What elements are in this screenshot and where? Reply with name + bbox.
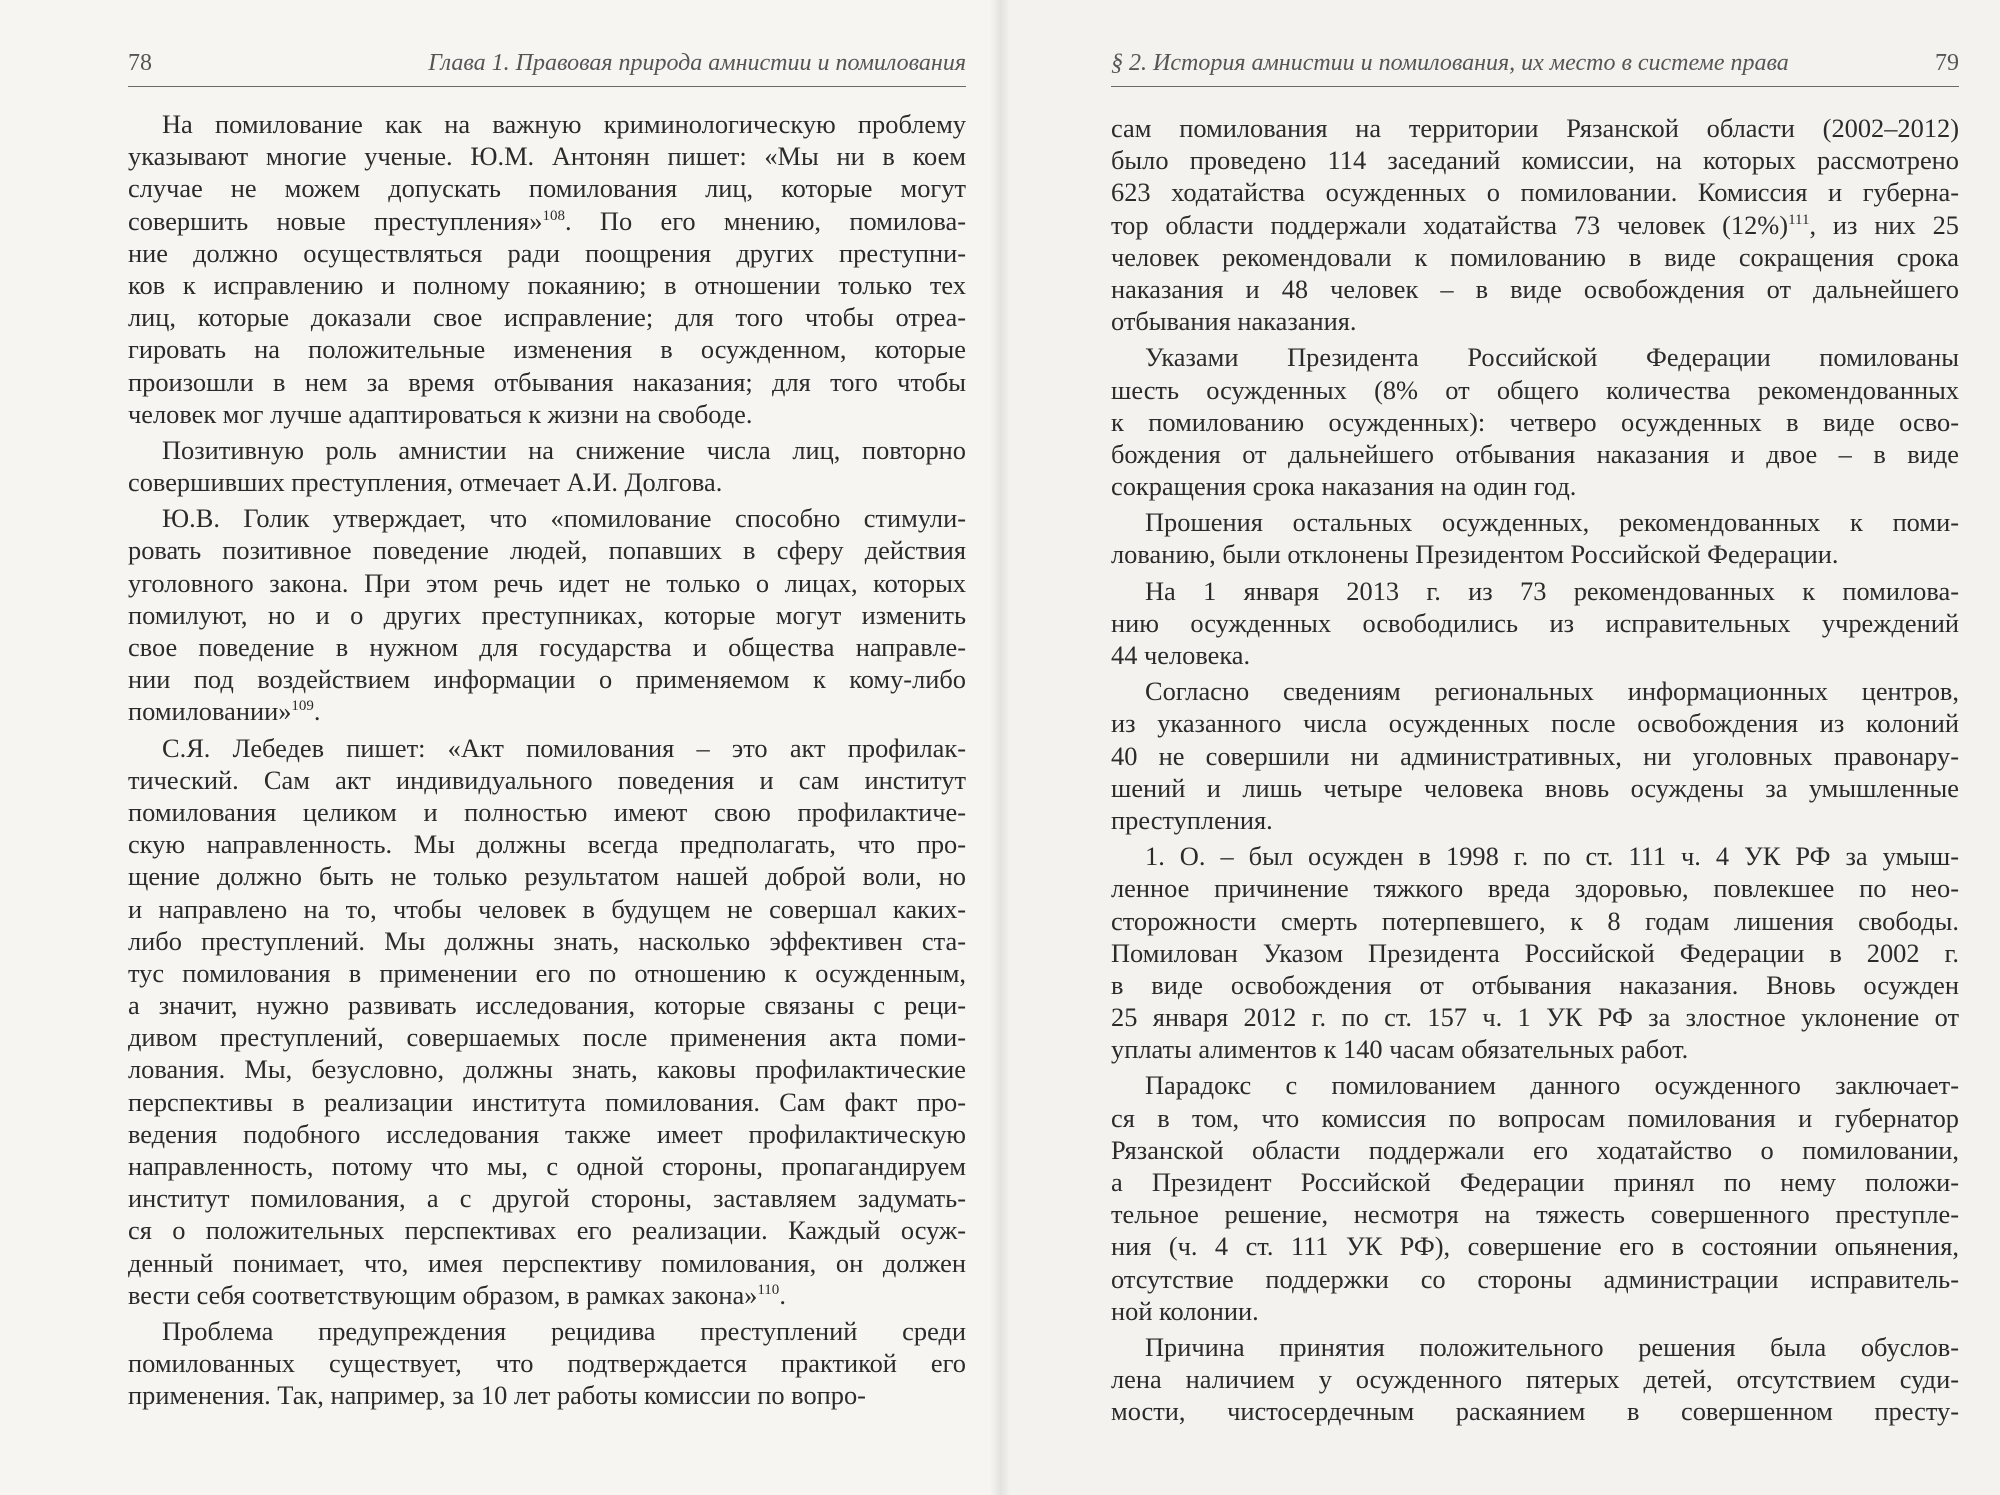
right-page-body: [1111, 112, 1959, 1428]
text-line: человек мог лучше адаптироваться к жизни на свободе.: [128, 398, 753, 429]
text-line: Рязанской области поддержали его ходатайство о помиловании,: [1111, 1134, 1959, 1165]
text-line: сам помилования на территории Рязанской области (2002–2012): [1111, 113, 1959, 143]
text-line: ведения подобного исследования также имеет профилактическую: [128, 1118, 966, 1149]
text-line: лена наличием у осужденного пятерых детей, отсутствием суди-: [1111, 1364, 1959, 1395]
text-line: а Президент Российской Федерации принял по нему положи-: [1111, 1167, 1959, 1197]
text-line: Позитивную роль амнистии на снижение числа лиц, повторно: [162, 434, 966, 465]
text-line: Ю.В. Голик утверждает, что «помилование способно стимули-: [162, 503, 966, 534]
footnote-ref: 108: [542, 207, 565, 224]
text-line: Парадокс с помилованием данного осужденного заключает-: [1145, 1070, 1959, 1101]
text-line: либо преступлений. Мы должны знать, насколько эффективен ста-: [128, 925, 966, 956]
text-line: На помилование как на важную криминологическую проблему: [162, 109, 966, 139]
text-line: сторожности смерть потерпевшего, к 8 годам лишения свободы.: [1111, 905, 1959, 936]
paragraph: [128, 732, 966, 1311]
line-text: , из них 25: [1809, 209, 1959, 240]
paragraph: [1111, 1069, 1959, 1327]
text-line: тический. Сам акт индивидуального поведения и сам институт: [128, 764, 966, 795]
text-line: нии под воздействием информации о применяемом к кому-либо: [128, 664, 966, 695]
text-line: [128, 695, 966, 727]
text-line: в виде освобождения от отбывания наказания. Вновь осужден: [1111, 969, 1959, 1000]
text-line: [128, 205, 966, 237]
paragraph: [1111, 341, 1959, 502]
text-line: наказания и 48 человек – в виде освобождения от дальнейшего: [1111, 273, 1959, 304]
text-line: С.Я. Лебедев пишет: «Акт помилования – это акт профилак-: [162, 732, 966, 763]
text-line: ние должно осуществляться ради поощрения других преступни-: [128, 237, 966, 268]
text-line: [1111, 209, 1959, 241]
line-text: вести себя соответствующим образом, в рамках закона»: [128, 1279, 758, 1310]
text-line: помилуют, но и о других преступниках, которые могут изменить: [128, 599, 966, 630]
text-line: 40 не совершили ни административных, ни уголовных правонару-: [1111, 740, 1959, 771]
text-line: шений и лишь четыре человека вновь осуждены за умышленные: [1111, 772, 1959, 803]
page-number: 79: [1935, 50, 1959, 76]
text-line: ния (ч. 4 ст. 111 УК РФ), совершение его в состоянии опьянения,: [1111, 1231, 1959, 1262]
text-line: ленное причинение тяжкого вреда здоровью, повлекшее по нео-: [1111, 873, 1959, 904]
book-gutter: [990, 0, 1010, 1495]
left-page-body: [128, 108, 966, 1412]
text-line: уголовного закона. При этом речь идет не только о лицах, которых: [128, 567, 966, 598]
paragraph: [128, 502, 966, 727]
text-line: лования. Мы, безусловно, должны знать, каковы профилактические: [128, 1054, 966, 1085]
text-line: бождения от дальнейшего отбывания наказания и двое – в виде: [1111, 438, 1959, 469]
text-line: институт помилования, а с другой стороны, заставляем задумать-: [128, 1183, 966, 1214]
paragraph: [128, 1315, 966, 1412]
text-line: шесть осужденных (8% от общего количества рекомендованных: [1111, 374, 1959, 405]
running-head: § 2. История амнистии и помилования, их место в системе права: [1111, 50, 1789, 76]
text-line: Проблема предупреждения рецидива преступлений среди: [162, 1315, 966, 1346]
paragraph: [128, 108, 966, 430]
text-line: перспективы в реализации института помилования. Сам факт про-: [128, 1086, 966, 1117]
text-line: а значит, нужно развивать исследования, которые связаны с реци-: [128, 990, 966, 1021]
paragraph: [128, 434, 966, 498]
running-head: Глава 1. Правовая природа амнистии и помилования: [428, 50, 966, 76]
right-page-header: [1111, 50, 1959, 87]
line-text: помиловании»: [128, 696, 292, 727]
paragraph: [1111, 1331, 1959, 1428]
paragraph: [1111, 675, 1959, 836]
text-line: человек рекомендовали к помилованию в виде сокращения срока: [1111, 241, 1959, 272]
text-line: денный понимает, что, имея перспективу помилования, он должен: [128, 1247, 966, 1278]
text-line: свое поведение в нужном для государства и общества направле-: [128, 632, 966, 662]
text-line: отсутствие поддержки со стороны администрации исправитель-: [1111, 1263, 1959, 1294]
text-line: нию осужденных освободились из исправительных учреждений: [1111, 607, 1959, 638]
text-line: Указами Президента Российской Федерации помилованы: [1145, 342, 1959, 373]
text-line: применения. Так, например, за 10 лет работы комиссии по вопро-: [128, 1380, 866, 1411]
text-line: лиц, которые доказали свое исправление; для того чтобы отреа-: [128, 302, 966, 333]
text-line: лованию, были отклонены Президентом Российской Федерации.: [1111, 539, 1839, 570]
text-line: щение должно быть не только результатом нашей доброй воли, но: [128, 861, 966, 892]
text-line: скую направленность. Мы должны всегда предполагать, что про-: [128, 829, 966, 860]
line-text: .: [313, 696, 321, 727]
text-line: помилованных существует, что подтверждается практикой его: [128, 1348, 966, 1379]
text-line: 623 ходатайства осужденных о помиловании. Комиссия и губерна-: [1111, 177, 1959, 208]
text-line: сокращения срока наказания на один год.: [1111, 471, 1577, 502]
text-line: помилования целиком и полностью имеют свою профилактиче-: [128, 796, 966, 827]
text-line: ной колонии.: [1111, 1295, 1259, 1326]
text-line: из указанного числа осужденных после освобождения из колоний: [1111, 708, 1959, 739]
page-number: 78: [128, 50, 152, 76]
text-line: уплаты алиментов к 140 часам обязательных работ.: [1111, 1034, 1689, 1065]
paragraph: [1111, 506, 1959, 570]
text-line: [128, 1279, 966, 1311]
text-line: ся в том, что комиссия по вопросам помилования и губернатор: [1111, 1102, 1959, 1133]
text-line: тус помилования в применении его по отношению к осужденным,: [128, 957, 966, 988]
line-text: совершить новые преступления»: [128, 205, 543, 236]
text-line: Прошения остальных осужденных, рекомендованных к поми-: [1145, 507, 1959, 538]
text-line: мости, чистосердечным раскаянием в совершенном престу-: [1111, 1396, 1959, 1427]
text-line: направленность, потому что мы, с одной стороны, пропагандируем: [128, 1151, 966, 1181]
text-line: произошли в нем за время отбывания наказания; для того чтобы: [128, 366, 966, 397]
text-line: дивом преступлений, совершаемых после применения акта поми-: [128, 1022, 966, 1053]
text-line: 1. О. – был осужден в 1998 г. по ст. 111 ч. 4 УК РФ за умыш-: [1145, 841, 1959, 872]
line-text: .: [779, 1279, 786, 1310]
text-line: ровать позитивное поведение людей, попавших в сферу действия: [128, 535, 966, 566]
text-line: На 1 января 2013 г. из 73 рекомендованных к помилова-: [1145, 575, 1959, 606]
text-line: совершивших преступления, отмечает А.И. Долгова.: [128, 467, 723, 498]
footnote-ref: 109: [291, 698, 314, 715]
text-line: случае не можем допускать помилования лиц, которые могут: [128, 173, 966, 204]
paragraph: [1111, 112, 1959, 337]
text-line: ков к исправлению и полному покаянию; в отношении только тех: [128, 269, 966, 300]
text-line: гировать на положительные изменения в осужденном, которые: [128, 334, 966, 365]
text-line: к помилованию осужденных): четверо осужденных в виде осво-: [1111, 406, 1959, 437]
left-page-header: [128, 50, 966, 87]
right-page: [1000, 0, 2000, 1495]
footnote-ref: 110: [757, 1281, 780, 1298]
text-line: Согласно сведениям региональных информационных центров,: [1145, 676, 1959, 707]
text-line: 25 января 2012 г. по ст. 157 ч. 1 УК РФ за злостное уклонение от: [1111, 1002, 1959, 1033]
text-line: ся о положительных перспективах его реализации. Каждый осуж-: [128, 1215, 966, 1246]
text-line: и направлено на то, чтобы человек в будущем не совершал каких-: [128, 893, 966, 924]
footnote-ref: 111: [1788, 211, 1810, 228]
line-text: тор области поддержали ходатайства 73 человек (12%): [1111, 209, 1789, 240]
text-line: отбывания наказания.: [1111, 306, 1357, 337]
text-line: 44 человека.: [1111, 640, 1251, 670]
paragraph: [1111, 840, 1959, 1065]
line-text: . По его мнению, помилова-: [564, 205, 966, 236]
text-line: Причина принятия положительного решения была обуслов-: [1145, 1331, 1959, 1362]
text-line: указывают многие ученые. Ю.М. Антонян пишет: «Мы ни в коем: [128, 141, 966, 172]
text-line: было проведено 114 заседаний комиссии, на которых рассмотрено: [1111, 145, 1959, 176]
text-line: Помилован Указом Президента Российской Федерации в 2002 г.: [1111, 937, 1959, 968]
text-line: преступления.: [1111, 804, 1273, 835]
text-line: тельное решение, несмотря на тяжесть совершенного преступле-: [1111, 1199, 1959, 1230]
paragraph: [1111, 575, 1959, 672]
